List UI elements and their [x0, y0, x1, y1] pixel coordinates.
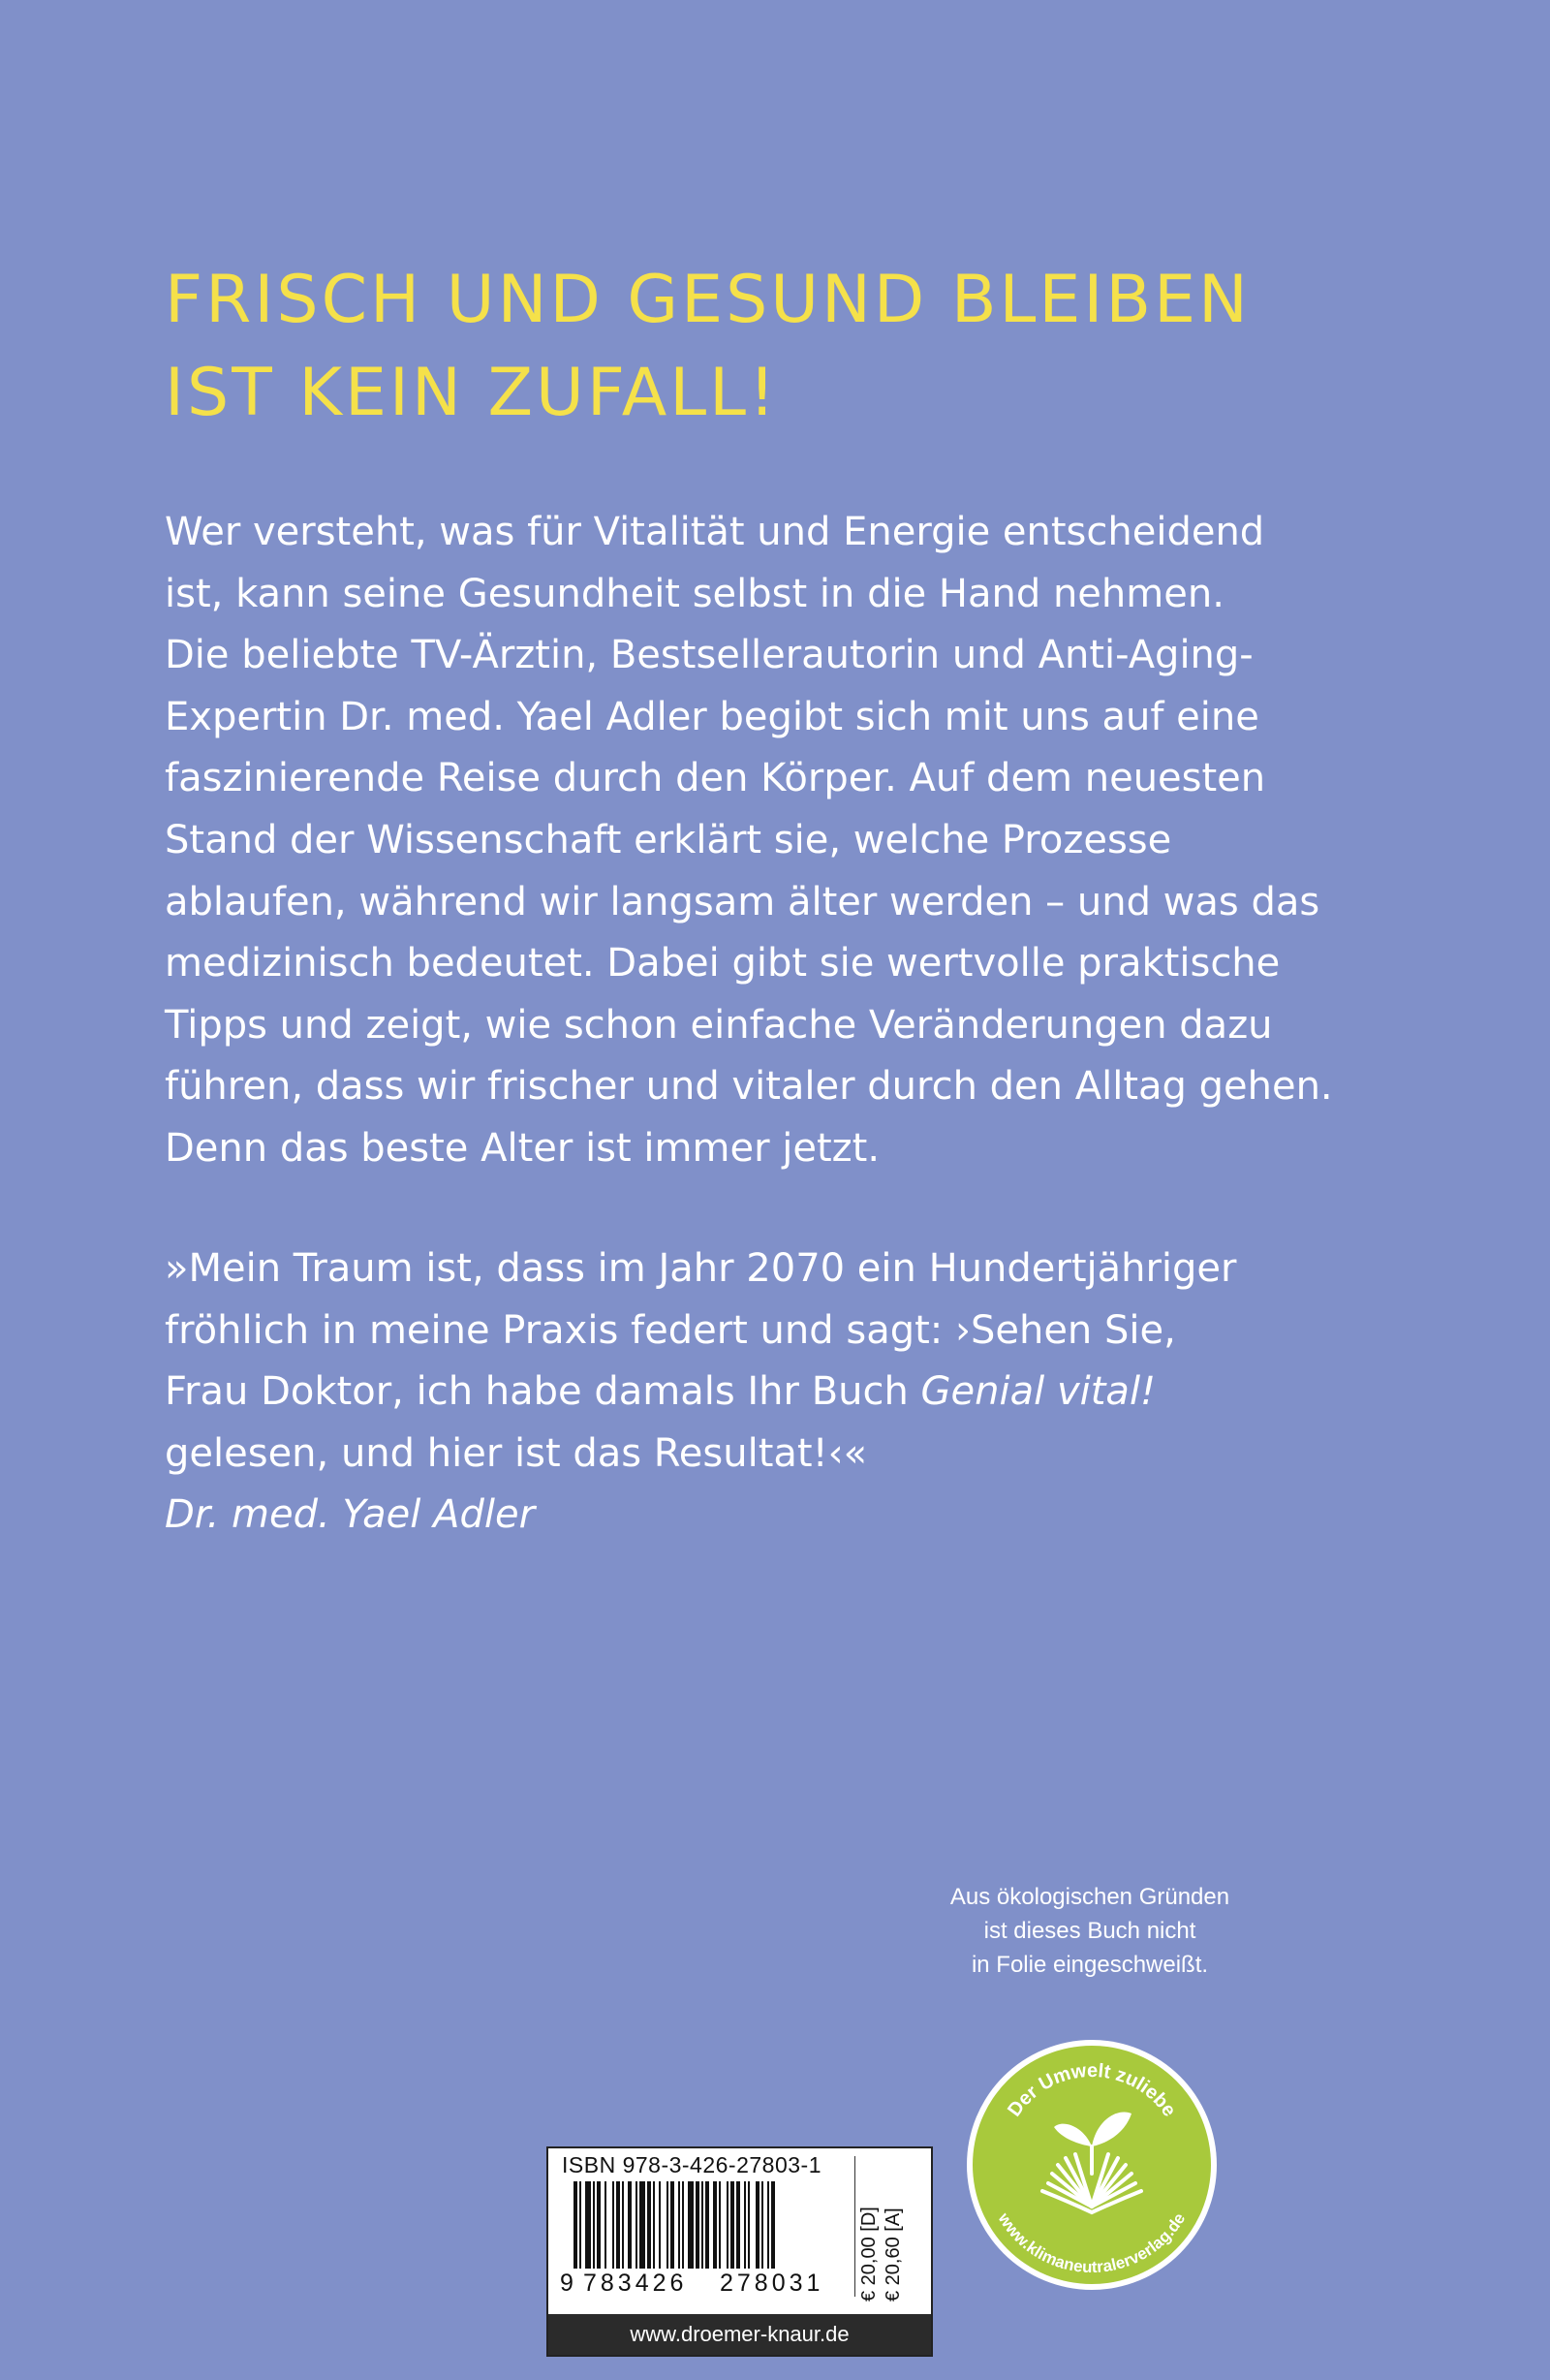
blurb-line: Tipps und zeigt, wie schon einfache Veränderungen dazu	[165, 1002, 1273, 1048]
barcode-bar	[639, 2181, 645, 2269]
barcode-bar	[604, 2181, 606, 2269]
barcode-bar	[767, 2181, 769, 2269]
barcode-bar	[719, 2181, 721, 2269]
blurb-line: Expertin Dr. med. Yael Adler begibt sich mit uns auf eine	[165, 694, 1259, 739]
barcode-bar	[736, 2181, 740, 2269]
barcode-bar	[761, 2181, 763, 2269]
barcode-bar	[579, 2181, 581, 2269]
barcode-bar	[666, 2181, 668, 2269]
badge-top-text: Der Umwelt zuliebe	[1004, 2059, 1181, 2121]
publisher-url: www.droemer-knaur.de	[548, 2314, 931, 2355]
barcode-bar	[597, 2181, 601, 2269]
blurb-line: ablaufen, während wir langsam älter werden – und was das	[165, 879, 1320, 924]
barcode-bar	[628, 2181, 632, 2269]
barcode-bar	[730, 2181, 734, 2269]
barcode-bar	[701, 2181, 703, 2269]
blurb-line: führen, dass wir frischer und vitaler durch den Alltag gehen.	[165, 1064, 1333, 1110]
quote-line	[165, 1362, 1356, 1424]
barcode-bar	[593, 2181, 595, 2269]
blurb-line: Stand der Wissenschaft erklärt sie, welche Prozesse	[165, 817, 1172, 862]
attribution-name: Dr. med. Yael Adler	[165, 1492, 536, 1538]
barcode-digits-right: 278031	[720, 2270, 824, 2297]
barcode-bar	[647, 2181, 651, 2269]
barcode-bar	[756, 2181, 760, 2269]
barcode-bar	[771, 2181, 775, 2269]
barcode-bars	[558, 2181, 849, 2274]
barcode-bar	[748, 2181, 750, 2269]
eco-note-line: in Folie eingeschweißt.	[971, 1952, 1209, 1978]
barcode-bar	[670, 2181, 674, 2269]
quote-attribution	[165, 1485, 1356, 1547]
barcode-bar	[678, 2181, 680, 2269]
book-title: Genial vital!	[920, 1369, 1157, 1415]
author-quote	[165, 1238, 1356, 1547]
barcode-bar	[688, 2181, 694, 2269]
eco-note-line: ist dieses Buch nicht	[983, 1918, 1196, 1944]
barcode-bar	[622, 2181, 624, 2269]
barcode-bar	[636, 2181, 637, 2269]
blurb-line: ist, kann seine Gesundheit selbst in die Hand nehmen.	[165, 571, 1224, 616]
blurb-line: faszinierende Reise durch den Körper. Auf dem neuesten	[165, 756, 1266, 801]
blurb-line: Denn das beste Alter ist immer jetzt.	[165, 1125, 881, 1171]
barcode-bar	[612, 2181, 614, 2269]
barcode-bar	[574, 2181, 577, 2269]
barcode-bar	[696, 2181, 699, 2269]
barcode-bar	[653, 2181, 655, 2269]
quote-line: »Mein Traum ist, dass im Jahr 2070 ein Hundertjähriger	[165, 1246, 1237, 1291]
barcode-digit-first: 9	[560, 2270, 574, 2297]
barcode-bar	[585, 2181, 591, 2269]
barcode-bar	[682, 2181, 684, 2269]
eco-badge	[965, 2038, 1219, 2292]
barcode-bar	[727, 2181, 728, 2269]
quote-line: fröhlich in meine Praxis federt und sagt: ›Sehen Sie,	[165, 1307, 1176, 1353]
blurb-line: Wer versteht, was für Vitalität und Energie entscheidend	[165, 510, 1265, 554]
barcode-digits-left: 783426	[583, 2270, 688, 2297]
price-austria: € 20,60 [A]	[883, 2208, 904, 2302]
headline-line-1: FRISCH UND GESUND BLEIBEN	[165, 262, 1251, 338]
barcode-bar	[659, 2181, 661, 2269]
blurb-line: Die beliebte TV-Ärztin, Bestsellerautorin und Anti-Aging-	[165, 633, 1254, 678]
barcode-bar	[616, 2181, 620, 2269]
eco-note	[911, 1880, 1269, 1982]
quote-line-prefix: Frau Doktor, ich habe damals Ihr Buch	[165, 1369, 921, 1415]
headline	[165, 254, 1424, 440]
quote-line: gelesen, und hier ist das Resultat!‹«	[165, 1430, 868, 1476]
blurb-line: medizinisch bedeutet. Dabei gibt sie wertvolle praktische	[165, 941, 1281, 986]
headline-line-2: IST KEIN ZUFALL!	[165, 355, 779, 431]
isbn-label: ISBN 978-3-426-27803-1	[562, 2152, 822, 2177]
barcode-box	[546, 2146, 933, 2357]
eco-note-line: Aus ökologischen Gründen	[949, 1884, 1230, 1910]
barcode-bar	[705, 2181, 709, 2269]
price-germany: € 20,00 [D]	[858, 2207, 880, 2302]
barcode-bar	[713, 2181, 717, 2269]
blurb	[165, 502, 1356, 1180]
barcode-bar	[744, 2181, 746, 2269]
badge-bottom-text: www.klimaneutralerverlag.de	[994, 2209, 1190, 2277]
price-divider	[854, 2156, 855, 2297]
